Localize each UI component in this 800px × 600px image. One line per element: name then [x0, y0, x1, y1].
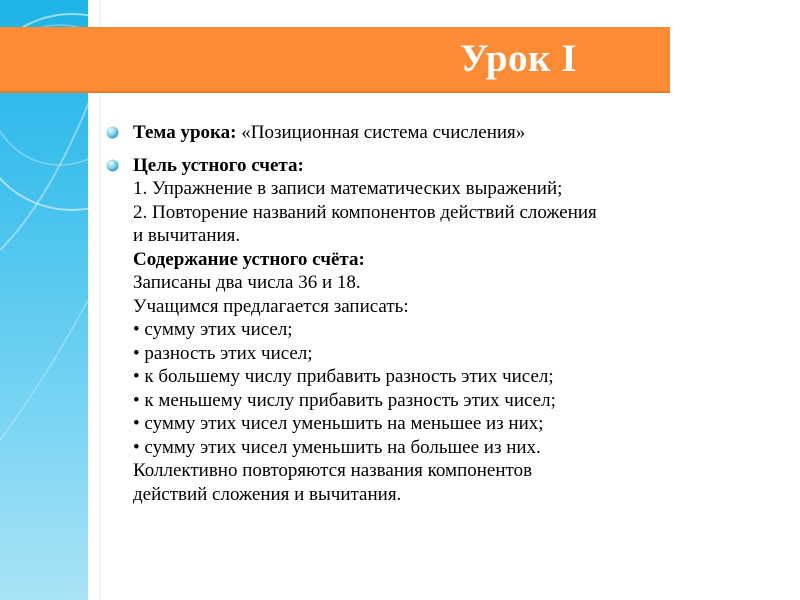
goal-label: Цель устного счета: — [133, 154, 304, 176]
content-line: • сумму этих чисел уменьшить на большее из них. — [133, 436, 541, 458]
goal-line: 2. Повторение названий компонентов действий сложения — [133, 201, 597, 223]
topic-label: Тема урока: — [133, 122, 237, 143]
content-line: • к меньшему числу прибавить разность этих чисел; — [133, 389, 556, 411]
content-label: Содержание устного счёта: — [133, 248, 365, 270]
topic-text: «Позиционная система счисления» — [236, 122, 526, 143]
content-line: действий сложения и вычитания. — [133, 483, 402, 505]
content-line: • к большему числу прибавить разность этих чисел; — [133, 366, 554, 387]
content-line: Записаны два числа 36 и 18. — [133, 272, 361, 293]
slide-title: Урок I — [460, 37, 578, 80]
content-line: • сумму этих чисел уменьшить на меньшее из них; — [133, 413, 544, 434]
content-line: Коллективно повторяются названия компонентов — [133, 460, 533, 481]
goal-line: и вычитания. — [133, 225, 241, 246]
content-line: Учащимся предлагается записать: — [133, 295, 409, 317]
content-line: • сумму этих чисел; — [133, 319, 293, 340]
sphere-bullet-icon — [106, 126, 119, 139]
list-item-goal — [133, 154, 753, 507]
goal-line: 1. Упражнение в записи математических выражений; — [133, 178, 563, 199]
slide-content — [133, 121, 753, 506]
sphere-bullet-icon — [106, 159, 119, 172]
content-line: • разность этих чисел; — [133, 342, 313, 364]
list-item-topic — [133, 121, 753, 145]
